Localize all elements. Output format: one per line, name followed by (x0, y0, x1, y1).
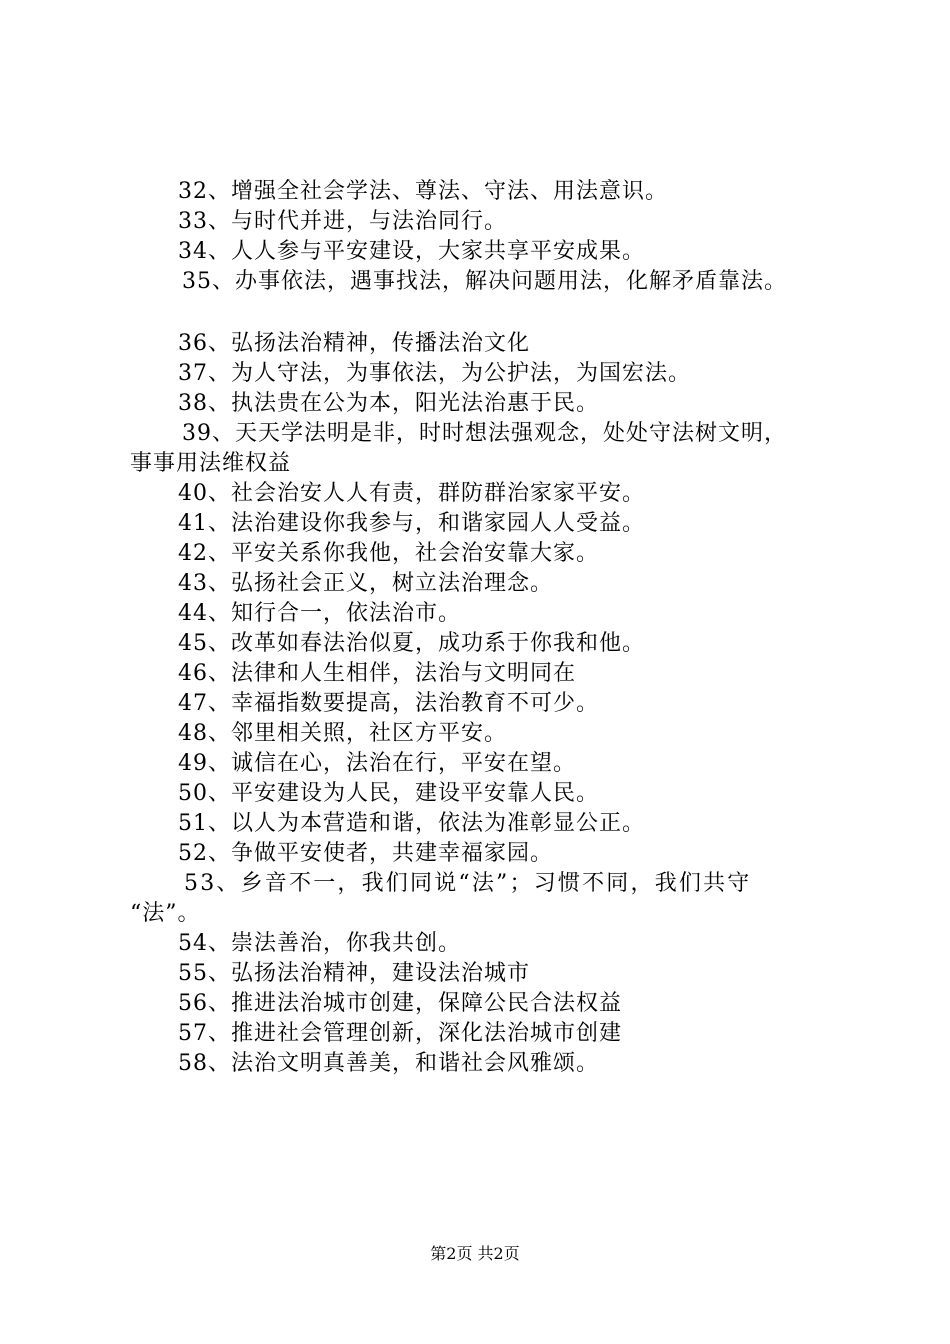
list-item: 54、崇法善治，你我共创。 (178, 931, 461, 956)
list-item: 48、邻里相关照，社区方平安。 (178, 721, 507, 746)
list-item: 53、乡音不一，我们同说“法”；习惯不同，我们共守 (184, 871, 752, 896)
list-item: 44、知行合一，依法治市。 (178, 601, 461, 626)
list-item: 33、与时代并进，与法治同行。 (178, 209, 507, 234)
page-footer: 第2页 共2页 (430, 1244, 520, 1263)
list-item: 50、平安建设为人民，建设平安靠人民。 (178, 781, 599, 806)
list-item: 57、推进社会管理创新，深化法治城市创建 (178, 1021, 622, 1046)
list-item: 37、为人守法，为事依法，为公护法，为国宏法。 (178, 361, 691, 386)
list-item: 39、天天学法明是非，时时想法强观念，处处守法树文明， (182, 421, 787, 446)
list-item: 38、执法贵在公为本，阳光法治惠于民。 (178, 391, 599, 416)
list-item: 55、弘扬法治精神，建设法治城市 (178, 961, 530, 986)
list-item: 42、平安关系你我他，社会治安靠大家。 (178, 541, 599, 566)
list-item: 34、人人参与平安建设，大家共享平安成果。 (178, 239, 645, 264)
list-item: 43、弘扬社会正义，树立法治理念。 (178, 571, 553, 596)
list-item: 52、争做平安使者，共建幸福家园。 (178, 841, 553, 866)
list-item: 36、弘扬法治精神，传播法治文化 (178, 331, 530, 356)
list-item: 49、诚信在心，法治在行，平安在望。 (178, 751, 576, 776)
list-item-continuation: “法”。 (130, 901, 201, 926)
list-item: 35、办事依法，遇事找法，解决问题用法，化解矛盾靠法。 (182, 269, 787, 294)
list-item: 32、增强全社会学法、尊法、守法、用法意识。 (178, 179, 668, 204)
list-item: 46、法律和人生相伴，法治与文明同在 (178, 661, 576, 686)
list-item: 47、幸福指数要提高，法治教育不可少。 (178, 691, 599, 716)
list-item: 45、改革如春法治似夏，成功系于你我和他。 (178, 631, 645, 656)
list-item: 51、以人为本营造和谐，依法为准彰显公正。 (178, 811, 645, 836)
list-item: 40、社会治安人人有责，群防群治家家平安。 (178, 481, 645, 506)
list-item-continuation: 事事用法维权益 (130, 451, 292, 476)
list-item: 58、法治文明真善美，和谐社会风雅颂。 (178, 1051, 599, 1076)
list-item: 56、推进法治城市创建，保障公民合法权益 (178, 991, 622, 1016)
list-item: 41、法治建设你我参与，和谐家园人人受益。 (178, 511, 645, 536)
